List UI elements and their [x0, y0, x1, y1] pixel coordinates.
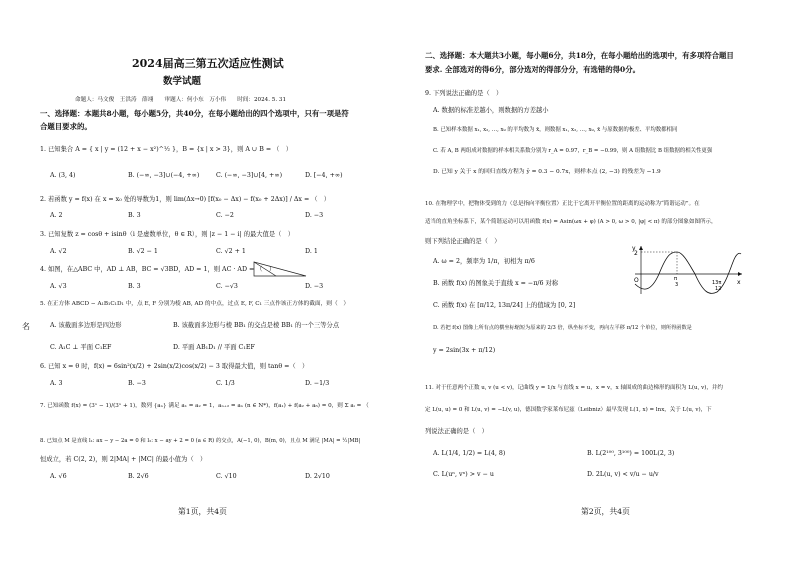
q1-option-d: D. [−4, +∞) — [305, 172, 343, 179]
graph-y-label: y — [632, 245, 636, 252]
question-8: 8. 已知点 M 是直线 l₁: ax − y − 2a = 0 和 l₂: x − ay + 2 = 0 (a ∈ R) 的交点，A(−1, 0)，B(m, 0)，且点 M 满足 |MA| = ½|MB| — [40, 438, 361, 444]
q9-option-b: B. 已知样本数据 x₁, x₂, …, x₉ 的平均数为 x̄，则数据 x₁, x₂, …, x₉, x̄ 与原数据的极差、平均数都相同 — [433, 127, 678, 133]
q6-option-c: C. 1/3 — [216, 380, 235, 387]
q4-option-d: D. −3 — [305, 283, 324, 290]
q1-option-a: A. (3, 4) — [50, 172, 76, 179]
q6-option-d: D. −1/3 — [305, 380, 330, 387]
q5-option-d: D. 平面 AB₁D₁ // 平面 C₁EF — [173, 344, 255, 351]
graph-tick-1-den: 3 — [675, 282, 679, 288]
graph-tick-1: π — [674, 276, 678, 282]
q3-option-d: D. 1 — [305, 248, 318, 255]
question-11-cont: 定 L(u, u) = 0 和 L(u, v) = −L(v, u)，德国数学家莱布尼兹（Leibniz）最早发现 L(1, x) = lnx，关于 L(u, v)，下 — [425, 407, 712, 413]
exam-subtitle: 数学试题 — [163, 76, 202, 87]
graph-origin-label: O — [634, 277, 639, 284]
q8-option-d: D. 2√10 — [305, 473, 330, 480]
q8-option-a: A. √6 — [50, 473, 67, 480]
q1-option-b: B. (−∞, −3]∪(−4, +∞) — [128, 172, 200, 179]
q4-option-c: C. −√3 — [216, 283, 238, 290]
q4-option-b: B. 3 — [128, 283, 141, 290]
q8-option-c: C. √10 — [216, 473, 237, 480]
q9-option-a: A. 数据的标准差越小，则数据的方差越小 — [433, 107, 549, 114]
graph-y-max-label: 2 — [634, 250, 638, 257]
question-10-cont2: 则下列结论正确的是（ ） — [425, 238, 501, 245]
question-4: 4. 如图，在△ABC 中，AD ⊥ AB，BC = √3BD，AD = 1，则 AC · AD = （ ） — [40, 266, 276, 273]
graph-x-label: x — [737, 279, 741, 286]
question-2: 2. 若函数 y = f(x) 在 x = x₀ 处的导数为1，则 lim(Δx→0) [f(x₀ − Δx) − f(x₀ + 2Δx)] / Δx = （ ） — [40, 196, 331, 203]
q2-option-b: B. 3 — [128, 212, 141, 219]
q11-option-b: B. L(2¹⁰⁰, 3¹⁰⁰) = 100L(2, 3) — [587, 450, 675, 457]
question-10-cont: 适当的直角坐标系下，某个简谐运动可以用函数 f(x) = Asin(ωx + φ) (A > 0, ω > 0, |φ| < π) 的部分图象如图所示， — [425, 219, 717, 225]
question-3: 3. 已知复数 z = cosθ + isinθ（i 是虚数单位，θ ∈ R），则 |z − 1 − i| 的最大值是（ ） — [40, 231, 295, 238]
question-10: 10. 在物理学中，把物体受到的力（总是指向平衡位置）正比于它离开平衡位置的距离的运动称为“简谐运动”。在 — [425, 201, 700, 207]
q3-option-c: C. √2 + 1 — [216, 248, 246, 255]
question-7: 7. 已知函数 f(x) = (3ˣ − 1)/(3ˣ + 1)，数列 {aₙ} 满足 a₁ = a₂ = 1，aₙ₊₂ = aₙ (n ∈ N*)，f(a₁) + f(a₂ + a₆) = 0，则 Σ aᵢ = （ — [40, 403, 369, 409]
q10-option-d-cont: y = 2sin(3x + π/12) — [433, 347, 496, 354]
question-5: 5. 在正方体 ABCD − A₁B₁C₁D₁ 中，点 E, F 分别为棱 AB, AD 的中点，过点 E, F, C₁ 三点作该正方体的截面，则（ ） — [40, 301, 350, 307]
page-footer-left: 第1页，共4页 — [178, 507, 227, 516]
q4-option-a: A. √3 — [50, 283, 67, 290]
question-11-cont2: 列说法正确的是（ ） — [425, 428, 488, 435]
section2-heading: 二、选择题：本大题共3小题，每小题6分，共18分，在每小题给出的选项中，有多项符合题目 — [425, 51, 734, 60]
q3-option-b: B. √2 − 1 — [128, 248, 158, 255]
section1-heading: 一、选择题：本题共8小题，每小题5分，共40分，在每小题给出的四个选项中，只有一项是符 — [40, 109, 349, 118]
q10-option-a: A. ω = 2，频率为 1/π，初相为 π/6 — [433, 258, 535, 265]
q9-option-d: D. 已知 y 关于 x 的回归直线方程为 ŷ = 0.3 − 0.7x，则样本点 (2, −3) 的残差为 −1.9 — [433, 169, 661, 175]
q5-option-c: C. A₁C ⊥ 平面 C₁EF — [50, 344, 112, 351]
q8-option-b: B. 2√6 — [128, 473, 149, 480]
graph-tick-2-den: 12 — [715, 286, 722, 292]
triangle-figure — [250, 258, 310, 280]
q2-option-c: C. −2 — [216, 212, 234, 219]
question-1: 1. 已知集合 A = { x | y = (12 + x − x²)^½ }，B = {x | x > 3}，则 A ∪ B = （ ） — [40, 146, 292, 153]
question-11: 11. 对于任意两个正数 u, v (u < v)，记曲线 y = 1/x 与直线 x = u，x = v，x 轴围成的曲边梯形的面积为 L(u, v)，并约 — [425, 385, 723, 391]
q2-option-d: D. −3 — [305, 212, 324, 219]
q9-option-c: C. 若 A, B 两组成对数据的样本相关系数分别为 r_A = 0.97，r_B = −0.99，则 A 组数据比 B 组数据的相关性更强 — [433, 148, 713, 154]
page-footer-right: 第2页，共4页 — [581, 507, 630, 516]
q6-option-a: A. 3 — [50, 380, 63, 387]
q5-option-b: B. 该截面多边形与棱 BB₁ 的交点是棱 BB₁ 的一个三等分点 — [173, 322, 340, 329]
q2-option-a: A. 2 — [50, 212, 63, 219]
q5-option-a: A. 该截面多边形是四边形 — [50, 322, 122, 329]
sine-graph — [629, 244, 744, 296]
q11-option-c: C. L(uⁿ, vⁿ) > v − u — [433, 471, 494, 478]
graph-tick-2: 13π — [712, 280, 722, 286]
question-8-cont: 恒成立，若 C(2, 2)，则 2|MA| + |MC| 的最小值为（ ） — [40, 456, 207, 463]
section2-heading-cont: 要求. 全部选对的得6分，部分选对的得部分分，有选错的得0分。 — [425, 65, 640, 74]
q3-option-a: A. √2 — [50, 248, 67, 255]
binding-margin-mark: 名 — [22, 322, 30, 331]
q10-option-d: D. 若把 f(x) 图像上所有点的横坐标缩短为原来的 2/3 倍，纵坐标不变，再向左平移 π/12 个单位，则所得函数是 — [433, 325, 692, 331]
right-page — [397, 0, 794, 561]
q11-option-d: D. 2L(u, v) < v/u − u/v — [587, 471, 659, 478]
q10-option-b: B. 函数 f(x) 的图象关于直线 x = −π/6 对称 — [433, 280, 559, 287]
exam-title: 2024届高三第五次适应性测试 — [132, 57, 284, 70]
q6-option-b: B. −3 — [128, 380, 146, 387]
q10-option-c: C. 函数 f(x) 在 [π/12, 13π/24] 上的值域为 [0, 2] — [433, 302, 576, 309]
exam-meta: 命题人：马文俊 王洪涛 薛翊 审题人：何小东 万小伟 时间：2024. 5. 31 — [75, 97, 287, 103]
section1-heading-cont: 合题目要求的。 — [40, 122, 92, 131]
q1-option-c: C. (−∞, −3]∪[4, +∞) — [216, 172, 283, 179]
question-6: 6. 已知 x = θ 时，f(x) = 6sin²(x/2) + 2sin(x/2)cos(x/2) − 3 取得最大值，则 tanθ =（ ） — [40, 363, 309, 370]
q11-option-a: A. L(1/4, 1/2) = L(4, 8) — [433, 450, 506, 457]
question-9: 9. 下列说法正确的是（ ） — [425, 90, 503, 97]
